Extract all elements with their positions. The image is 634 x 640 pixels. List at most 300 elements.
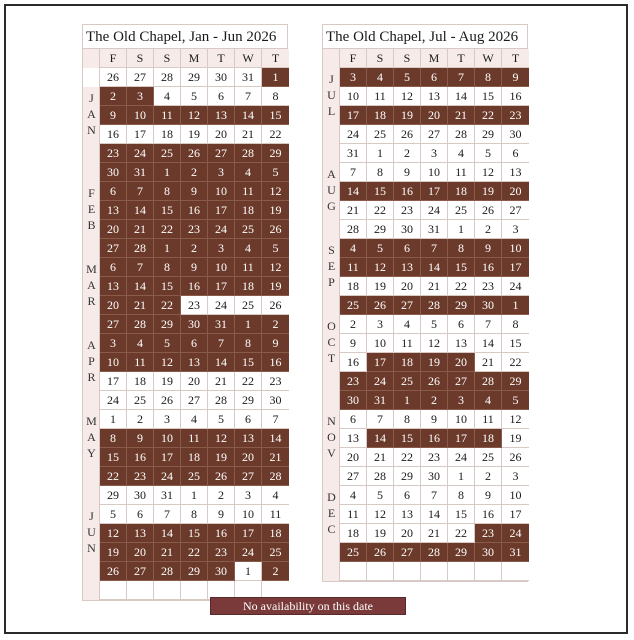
day-cell-unavailable[interactable]: 28	[421, 543, 448, 562]
day-cell-unavailable[interactable]: 17	[208, 277, 235, 296]
day-cell-available[interactable]: 20	[394, 277, 421, 296]
day-cell-available[interactable]: 23	[475, 277, 502, 296]
day-cell-available[interactable]: 8	[367, 163, 394, 182]
day-cell-available[interactable]: 11	[262, 505, 289, 524]
day-cell-unavailable[interactable]: 27	[208, 144, 235, 163]
day-cell-available[interactable]: 3	[502, 467, 529, 486]
day-cell-available[interactable]: 30	[502, 125, 529, 144]
day-cell-available[interactable]: 21	[421, 277, 448, 296]
day-cell-unavailable[interactable]: 26	[181, 144, 208, 163]
day-cell-available[interactable]: 7	[421, 486, 448, 505]
day-cell-unavailable[interactable]: 17	[502, 258, 529, 277]
day-cell-unavailable[interactable]: 30	[100, 163, 127, 182]
day-cell-unavailable[interactable]: 22	[154, 296, 181, 315]
day-cell-available[interactable]: 18	[340, 277, 367, 296]
day-cell-unavailable[interactable]: 26	[367, 296, 394, 315]
day-cell-unavailable[interactable]: 4	[235, 163, 262, 182]
day-cell-unavailable[interactable]: 15	[394, 429, 421, 448]
day-cell-unavailable[interactable]: 10	[100, 353, 127, 372]
day-cell-unavailable[interactable]: 25	[340, 543, 367, 562]
day-cell-available[interactable]: 11	[448, 163, 475, 182]
day-cell-unavailable[interactable]: 18	[448, 182, 475, 201]
day-cell-unavailable[interactable]: 14	[127, 277, 154, 296]
day-cell-unavailable[interactable]: 29	[502, 372, 529, 391]
day-cell-unavailable[interactable]: 11	[181, 429, 208, 448]
day-cell-available[interactable]: 14	[448, 87, 475, 106]
day-cell-available[interactable]: 29	[367, 220, 394, 239]
day-cell-available[interactable]: 26	[262, 296, 289, 315]
day-cell-unavailable[interactable]: 29	[262, 144, 289, 163]
day-cell-unavailable[interactable]: 14	[208, 353, 235, 372]
day-cell-available[interactable]: 12	[394, 87, 421, 106]
day-cell-unavailable[interactable]: 22	[475, 106, 502, 125]
day-cell-unavailable[interactable]: 26	[262, 220, 289, 239]
day-cell-available[interactable]: 1	[181, 486, 208, 505]
day-cell-unavailable[interactable]: 13	[394, 258, 421, 277]
day-cell-unavailable[interactable]: 24	[235, 543, 262, 562]
day-cell-unavailable[interactable]: 23	[127, 467, 154, 486]
day-cell-available[interactable]: 3	[154, 410, 181, 429]
day-cell-available[interactable]: 22	[235, 372, 262, 391]
day-cell-unavailable[interactable]: 30	[208, 562, 235, 581]
day-cell-available[interactable]: 19	[181, 125, 208, 144]
day-cell-available[interactable]: 18	[340, 524, 367, 543]
day-cell-unavailable[interactable]: 15	[367, 182, 394, 201]
day-cell-available[interactable]: 8	[394, 410, 421, 429]
day-cell-available[interactable]: 11	[340, 505, 367, 524]
day-cell-unavailable[interactable]: 15	[235, 353, 262, 372]
day-cell-unavailable[interactable]: 20	[235, 448, 262, 467]
day-cell-unavailable[interactable]: 13	[208, 106, 235, 125]
day-cell-unavailable[interactable]: 31	[127, 163, 154, 182]
day-cell-unavailable[interactable]: 5	[367, 239, 394, 258]
day-cell-unavailable[interactable]: 28	[154, 562, 181, 581]
day-cell-unavailable[interactable]: 25	[394, 372, 421, 391]
day-cell-unavailable[interactable]: 23	[208, 543, 235, 562]
day-cell-available[interactable]: 6	[340, 410, 367, 429]
day-cell-available[interactable]: 29	[475, 125, 502, 144]
day-cell-unavailable[interactable]: 5	[394, 68, 421, 87]
day-cell-unavailable[interactable]: 5	[154, 334, 181, 353]
day-cell-available[interactable]: 27	[340, 467, 367, 486]
day-cell-available[interactable]: 20	[181, 372, 208, 391]
day-cell-unavailable[interactable]: 19	[208, 448, 235, 467]
day-cell-available[interactable]: 5	[475, 144, 502, 163]
day-cell-available[interactable]: 7	[340, 163, 367, 182]
day-cell-unavailable[interactable]: 11	[127, 353, 154, 372]
day-cell-available[interactable]: 28	[208, 391, 235, 410]
day-cell-available[interactable]: 7	[475, 315, 502, 334]
day-cell-available[interactable]: 23	[181, 296, 208, 315]
day-cell-unavailable[interactable]: 9	[181, 258, 208, 277]
day-cell-available[interactable]: 28	[367, 467, 394, 486]
day-cell-available[interactable]: 27	[502, 201, 529, 220]
day-cell-available[interactable]: 28	[154, 68, 181, 87]
day-cell-unavailable[interactable]: 20	[421, 106, 448, 125]
day-cell-unavailable[interactable]: 16	[394, 182, 421, 201]
day-cell-unavailable[interactable]: 5	[502, 391, 529, 410]
day-cell-unavailable[interactable]: 21	[127, 296, 154, 315]
day-cell-available[interactable]: 20	[340, 448, 367, 467]
day-cell-available[interactable]: 4	[262, 486, 289, 505]
day-cell-unavailable[interactable]: 28	[235, 144, 262, 163]
day-cell-available[interactable]: 8	[448, 486, 475, 505]
day-cell-unavailable[interactable]: 12	[100, 524, 127, 543]
day-cell-unavailable[interactable]: 14	[421, 258, 448, 277]
day-cell-available[interactable]: 9	[340, 334, 367, 353]
day-cell-unavailable[interactable]: 7	[127, 182, 154, 201]
day-cell-available[interactable]: 30	[127, 486, 154, 505]
day-cell-unavailable[interactable]: 8	[154, 182, 181, 201]
day-cell-available[interactable]: 28	[448, 125, 475, 144]
day-cell-available[interactable]: 11	[475, 410, 502, 429]
day-cell-unavailable[interactable]: 3	[127, 87, 154, 106]
day-cell-available[interactable]: 3	[421, 144, 448, 163]
day-cell-unavailable[interactable]: 14	[235, 106, 262, 125]
day-cell-unavailable[interactable]: 2	[181, 163, 208, 182]
day-cell-available[interactable]: 13	[394, 505, 421, 524]
day-cell-unavailable[interactable]: 7	[208, 334, 235, 353]
day-cell-unavailable[interactable]: 22	[181, 543, 208, 562]
day-cell-unavailable[interactable]: 11	[154, 106, 181, 125]
day-cell-unavailable[interactable]: 25	[181, 467, 208, 486]
day-cell-unavailable[interactable]: 9	[475, 239, 502, 258]
day-cell-available[interactable]: 2	[340, 315, 367, 334]
day-cell-unavailable[interactable]: 30	[475, 543, 502, 562]
day-cell-available[interactable]: 4	[394, 315, 421, 334]
day-cell-unavailable[interactable]: 3	[448, 391, 475, 410]
day-cell-unavailable[interactable]: 25	[154, 144, 181, 163]
day-cell-unavailable[interactable]: 28	[262, 467, 289, 486]
day-cell-available[interactable]: 25	[367, 125, 394, 144]
day-cell-available[interactable]: 10	[340, 87, 367, 106]
day-cell-unavailable[interactable]: 12	[262, 182, 289, 201]
day-cell-unavailable[interactable]: 11	[235, 182, 262, 201]
day-cell-unavailable[interactable]: 4	[235, 239, 262, 258]
day-cell-available[interactable]: 4	[154, 87, 181, 106]
day-cell-unavailable[interactable]: 3	[100, 334, 127, 353]
day-cell-available[interactable]: 21	[235, 125, 262, 144]
day-cell-available[interactable]: 25	[475, 448, 502, 467]
day-cell-available[interactable]: 19	[367, 277, 394, 296]
day-cell-available[interactable]: 13	[340, 429, 367, 448]
day-cell-unavailable[interactable]: 25	[262, 543, 289, 562]
day-cell-unavailable[interactable]: 31	[502, 543, 529, 562]
day-cell-unavailable[interactable]: 2	[100, 87, 127, 106]
day-cell-available[interactable]: 25	[127, 391, 154, 410]
day-cell-available[interactable]: 22	[394, 448, 421, 467]
day-cell-available[interactable]: 22	[367, 201, 394, 220]
day-cell-unavailable[interactable]: 4	[475, 391, 502, 410]
day-cell-available[interactable]: 26	[394, 125, 421, 144]
day-cell-available[interactable]: 4	[340, 486, 367, 505]
day-cell-unavailable[interactable]: 19	[262, 201, 289, 220]
day-cell-unavailable[interactable]: 12	[367, 258, 394, 277]
day-cell-available[interactable]: 21	[475, 353, 502, 372]
day-cell-unavailable[interactable]: 21	[448, 106, 475, 125]
day-cell-available[interactable]: 2	[475, 467, 502, 486]
day-cell-unavailable[interactable]: 14	[367, 429, 394, 448]
day-cell-available[interactable]: 5	[367, 486, 394, 505]
day-cell-unavailable[interactable]: 17	[448, 429, 475, 448]
day-cell-available[interactable]: 3	[502, 220, 529, 239]
day-cell-unavailable[interactable]: 2	[421, 391, 448, 410]
day-cell-unavailable[interactable]: 17	[208, 201, 235, 220]
day-cell-unavailable[interactable]: 26	[421, 372, 448, 391]
day-cell-unavailable[interactable]: 30	[181, 315, 208, 334]
day-cell-unavailable[interactable]: 13	[100, 201, 127, 220]
day-cell-available[interactable]: 13	[421, 87, 448, 106]
day-cell-available[interactable]: 10	[421, 163, 448, 182]
day-cell-available[interactable]: 31	[340, 144, 367, 163]
day-cell-unavailable[interactable]: 21	[262, 448, 289, 467]
day-cell-unavailable[interactable]: 8	[475, 68, 502, 87]
day-cell-available[interactable]: 12	[367, 505, 394, 524]
day-cell-available[interactable]: 7	[367, 410, 394, 429]
day-cell-available[interactable]: 18	[154, 125, 181, 144]
day-cell-available[interactable]: 17	[100, 372, 127, 391]
day-cell-unavailable[interactable]: 19	[475, 182, 502, 201]
day-cell-unavailable[interactable]: 27	[100, 239, 127, 258]
day-cell-available[interactable]: 6	[208, 87, 235, 106]
day-cell-available[interactable]: 24	[448, 448, 475, 467]
day-cell-available[interactable]: 20	[394, 524, 421, 543]
day-cell-unavailable[interactable]: 17	[340, 106, 367, 125]
day-cell-available[interactable]: 31	[154, 486, 181, 505]
day-cell-available[interactable]: 10	[448, 410, 475, 429]
day-cell-unavailable[interactable]: 6	[394, 239, 421, 258]
day-cell-unavailable[interactable]: 7	[127, 258, 154, 277]
day-cell-unavailable[interactable]: 1	[154, 239, 181, 258]
day-cell-available[interactable]: 21	[421, 524, 448, 543]
day-cell-unavailable[interactable]: 10	[208, 182, 235, 201]
day-cell-unavailable[interactable]: 15	[181, 524, 208, 543]
day-cell-available[interactable]: 29	[100, 486, 127, 505]
day-cell-unavailable[interactable]: 9	[181, 182, 208, 201]
day-cell-unavailable[interactable]: 12	[208, 429, 235, 448]
day-cell-available[interactable]: 29	[181, 68, 208, 87]
day-cell-unavailable[interactable]: 15	[100, 448, 127, 467]
day-cell-unavailable[interactable]: 7	[421, 239, 448, 258]
day-cell-available[interactable]: 26	[100, 68, 127, 87]
day-cell-available[interactable]: 7	[235, 87, 262, 106]
day-cell-available[interactable]: 16	[100, 125, 127, 144]
day-cell-available[interactable]: 6	[448, 315, 475, 334]
day-cell-available[interactable]: 29	[235, 391, 262, 410]
day-cell-unavailable[interactable]: 1	[394, 391, 421, 410]
day-cell-unavailable[interactable]: 8	[154, 258, 181, 277]
day-cell-available[interactable]: 9	[208, 505, 235, 524]
day-cell-available[interactable]: 3	[235, 486, 262, 505]
day-cell-unavailable[interactable]: 18	[475, 429, 502, 448]
day-cell-unavailable[interactable]: 14	[340, 182, 367, 201]
day-cell-available[interactable]: 10	[502, 486, 529, 505]
day-cell-unavailable[interactable]: 8	[100, 429, 127, 448]
day-cell-available[interactable]: 24	[502, 277, 529, 296]
day-cell-unavailable[interactable]: 26	[100, 562, 127, 581]
day-cell-unavailable[interactable]: 18	[367, 106, 394, 125]
day-cell-available[interactable]: 12	[475, 163, 502, 182]
day-cell-available[interactable]: 6	[502, 144, 529, 163]
day-cell-unavailable[interactable]: 11	[235, 258, 262, 277]
day-cell-unavailable[interactable]: 28	[127, 239, 154, 258]
day-cell-unavailable[interactable]: 10	[127, 106, 154, 125]
day-cell-unavailable[interactable]: 8	[235, 334, 262, 353]
day-cell-unavailable[interactable]: 24	[154, 467, 181, 486]
day-cell-unavailable[interactable]: 29	[448, 296, 475, 315]
day-cell-available[interactable]: 12	[502, 410, 529, 429]
day-cell-unavailable[interactable]: 16	[127, 448, 154, 467]
day-cell-unavailable[interactable]: 5	[262, 239, 289, 258]
day-cell-available[interactable]: 27	[181, 391, 208, 410]
day-cell-available[interactable]: 9	[475, 486, 502, 505]
day-cell-unavailable[interactable]: 31	[208, 315, 235, 334]
day-cell-available[interactable]: 16	[475, 505, 502, 524]
day-cell-unavailable[interactable]: 10	[208, 258, 235, 277]
day-cell-unavailable[interactable]: 22	[154, 220, 181, 239]
day-cell-available[interactable]: 13	[448, 334, 475, 353]
day-cell-unavailable[interactable]: 12	[181, 106, 208, 125]
day-cell-available[interactable]: 1	[100, 410, 127, 429]
day-cell-unavailable[interactable]: 2	[181, 239, 208, 258]
day-cell-unavailable[interactable]: 6	[181, 334, 208, 353]
day-cell-available[interactable]: 9	[421, 410, 448, 429]
day-cell-available[interactable]: 22	[262, 125, 289, 144]
day-cell-unavailable[interactable]: 15	[448, 258, 475, 277]
day-cell-unavailable[interactable]: 23	[100, 144, 127, 163]
day-cell-unavailable[interactable]: 16	[262, 353, 289, 372]
day-cell-unavailable[interactable]: 13	[235, 429, 262, 448]
day-cell-unavailable[interactable]: 23	[340, 372, 367, 391]
day-cell-available[interactable]: 12	[421, 334, 448, 353]
day-cell-available[interactable]: 20	[208, 125, 235, 144]
day-cell-available[interactable]: 1	[448, 220, 475, 239]
day-cell-available[interactable]: 25	[448, 201, 475, 220]
day-cell-unavailable[interactable]: 25	[235, 220, 262, 239]
day-cell-unavailable[interactable]: 21	[127, 220, 154, 239]
day-cell-available[interactable]: 5	[100, 505, 127, 524]
day-cell-unavailable[interactable]: 16	[421, 429, 448, 448]
day-cell-available[interactable]: 26	[475, 201, 502, 220]
day-cell-available[interactable]: 7	[262, 410, 289, 429]
day-cell-unavailable[interactable]: 7	[448, 68, 475, 87]
day-cell-available[interactable]: 24	[340, 125, 367, 144]
day-cell-unavailable[interactable]: 20	[100, 220, 127, 239]
day-cell-available[interactable]: 21	[340, 201, 367, 220]
day-cell-available[interactable]: 28	[340, 220, 367, 239]
day-cell-available[interactable]: 10	[367, 334, 394, 353]
day-cell-unavailable[interactable]: 20	[502, 182, 529, 201]
day-cell-available[interactable]: 31	[235, 68, 262, 87]
day-cell-available[interactable]: 31	[421, 220, 448, 239]
day-cell-unavailable[interactable]: 17	[235, 524, 262, 543]
day-cell-available[interactable]: 14	[421, 505, 448, 524]
day-cell-available[interactable]: 27	[421, 125, 448, 144]
day-cell-available[interactable]: 22	[448, 524, 475, 543]
day-cell-available[interactable]: 11	[394, 334, 421, 353]
day-cell-unavailable[interactable]: 23	[475, 524, 502, 543]
day-cell-available[interactable]: 21	[367, 448, 394, 467]
day-cell-unavailable[interactable]: 9	[262, 334, 289, 353]
day-cell-available[interactable]: 19	[502, 429, 529, 448]
day-cell-unavailable[interactable]: 18	[181, 448, 208, 467]
day-cell-unavailable[interactable]: 16	[208, 524, 235, 543]
day-cell-unavailable[interactable]: 9	[127, 429, 154, 448]
day-cell-unavailable[interactable]: 12	[154, 353, 181, 372]
day-cell-unavailable[interactable]: 22	[100, 467, 127, 486]
day-cell-unavailable[interactable]: 3	[208, 163, 235, 182]
day-cell-available[interactable]: 29	[394, 467, 421, 486]
day-cell-unavailable[interactable]: 16	[475, 258, 502, 277]
day-cell-available[interactable]: 2	[394, 144, 421, 163]
day-cell-unavailable[interactable]: 12	[262, 258, 289, 277]
day-cell-available[interactable]: 21	[208, 372, 235, 391]
day-cell-available[interactable]: 2	[208, 486, 235, 505]
day-cell-unavailable[interactable]: 27	[100, 315, 127, 334]
day-cell-unavailable[interactable]: 31	[367, 391, 394, 410]
day-cell-unavailable[interactable]: 3	[208, 239, 235, 258]
day-cell-available[interactable]: 1	[235, 562, 262, 581]
day-cell-available[interactable]: 17	[127, 125, 154, 144]
day-cell-available[interactable]: 10	[235, 505, 262, 524]
day-cell-available[interactable]: 9	[394, 163, 421, 182]
day-cell-unavailable[interactable]: 20	[127, 543, 154, 562]
day-cell-unavailable[interactable]: 29	[181, 562, 208, 581]
day-cell-available[interactable]: 30	[262, 391, 289, 410]
day-cell-unavailable[interactable]: 13	[100, 277, 127, 296]
day-cell-unavailable[interactable]: 29	[154, 315, 181, 334]
day-cell-unavailable[interactable]: 27	[127, 562, 154, 581]
day-cell-unavailable[interactable]: 8	[448, 239, 475, 258]
day-cell-available[interactable]: 11	[367, 87, 394, 106]
day-cell-unavailable[interactable]: 23	[181, 220, 208, 239]
day-cell-available[interactable]: 5	[181, 87, 208, 106]
day-cell-unavailable[interactable]: 1	[235, 315, 262, 334]
day-cell-unavailable[interactable]: 27	[394, 543, 421, 562]
day-cell-available[interactable]: 24	[208, 296, 235, 315]
day-cell-unavailable[interactable]: 14	[262, 429, 289, 448]
day-cell-available[interactable]: 6	[235, 410, 262, 429]
day-cell-unavailable[interactable]: 2	[262, 562, 289, 581]
day-cell-unavailable[interactable]: 19	[100, 543, 127, 562]
day-cell-available[interactable]: 30	[208, 68, 235, 87]
day-cell-available[interactable]: 3	[367, 315, 394, 334]
day-cell-unavailable[interactable]: 15	[154, 201, 181, 220]
day-cell-unavailable[interactable]: 18	[394, 353, 421, 372]
day-cell-available[interactable]: 16	[340, 353, 367, 372]
day-cell-available[interactable]: 1	[367, 144, 394, 163]
day-cell-unavailable[interactable]: 16	[181, 277, 208, 296]
day-cell-available[interactable]: 14	[475, 334, 502, 353]
day-cell-unavailable[interactable]: 4	[127, 334, 154, 353]
day-cell-unavailable[interactable]: 6	[421, 68, 448, 87]
day-cell-available[interactable]: 24	[421, 201, 448, 220]
day-cell-available[interactable]: 8	[502, 315, 529, 334]
day-cell-unavailable[interactable]: 19	[394, 106, 421, 125]
day-cell-available[interactable]: 13	[502, 163, 529, 182]
day-cell-unavailable[interactable]: 18	[235, 201, 262, 220]
day-cell-unavailable[interactable]: 10	[154, 429, 181, 448]
day-cell-available[interactable]: 2	[127, 410, 154, 429]
day-cell-available[interactable]: 30	[421, 467, 448, 486]
day-cell-unavailable[interactable]: 1	[502, 296, 529, 315]
day-cell-available[interactable]: 22	[448, 277, 475, 296]
day-cell-available[interactable]: 2	[475, 220, 502, 239]
day-cell-available[interactable]: 4	[181, 410, 208, 429]
day-cell-available[interactable]: 27	[127, 68, 154, 87]
day-cell-available[interactable]: 8	[181, 505, 208, 524]
day-cell-unavailable[interactable]: 16	[181, 201, 208, 220]
